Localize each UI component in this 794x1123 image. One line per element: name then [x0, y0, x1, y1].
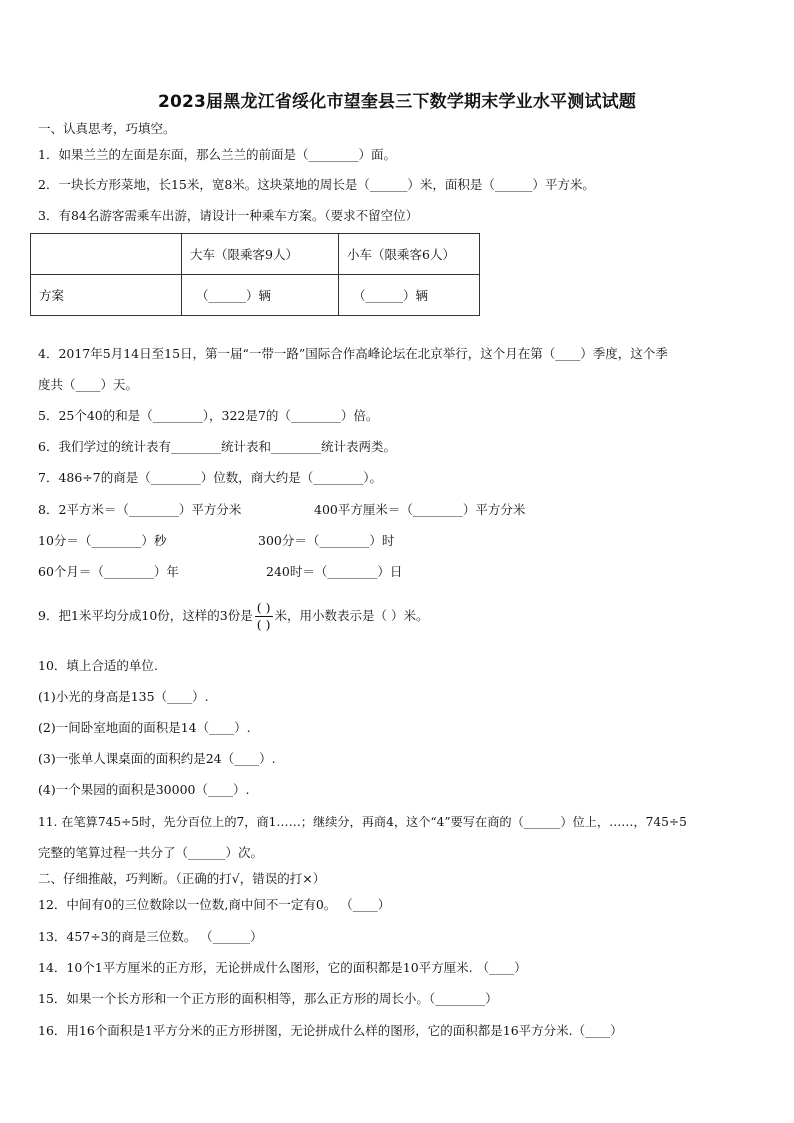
- small-bus-count-blank: （______）辆: [339, 275, 480, 316]
- question-10: 10．填上合适的单位.: [38, 658, 158, 673]
- question-16: 16．用16个面积是1平方分米的正方形拼图，无论拼成什么样的图形，它的面积都是16平方分米.（____）: [38, 1023, 623, 1038]
- question-9: [38, 599, 428, 633]
- question-8-item: 400平方厘米＝（________）平方分米: [314, 502, 526, 517]
- question-7: 7．486÷7的商是（________）位数，商大约是（________）。: [38, 470, 382, 485]
- section-heading-true-false: 二、仔细推敲，巧判断。（正确的打√，错误的打×）: [38, 871, 326, 886]
- table-cell: [31, 234, 182, 275]
- table-header-row: [31, 234, 480, 275]
- question-8-item: 8．2平方米＝（________）平方分米: [38, 502, 242, 517]
- fraction-denominator: ( ): [256, 617, 271, 632]
- question-13: 13．457÷3的商是三位数。 （______）: [38, 929, 263, 944]
- question-8-item: 240时＝（________）日: [266, 564, 403, 579]
- page-title: 2023届黑龙江省绥化市望奎县三下数学期末学业水平测试试题: [157, 92, 637, 112]
- table-header-big-bus: 大车（限乘客9人）: [182, 234, 339, 275]
- fraction-numerator: ( ): [256, 600, 271, 615]
- question-8-item: 10分＝（________）秒: [38, 533, 167, 548]
- question-9-text-end: 米，用小数表示是（ ）米。: [274, 608, 429, 623]
- question-5: 5．25个40的和是（________），322是7的（________）倍。: [38, 408, 379, 423]
- fraction-blank: [255, 600, 273, 633]
- bus-plan-table: [30, 233, 480, 316]
- table-header-small-bus: 小车（限乘客6人）: [339, 234, 480, 275]
- question-9-text: 9．把1米平均分成10份，这样的3份是: [38, 608, 253, 623]
- question-4-line-1: 4．2017年5月14日至15日，第一届“一带一路”国际合作高峰论坛在北京举行，这个月在第（____）季度，这个季: [38, 346, 668, 361]
- question-10-2: (2)一间卧室地面的面积是14（____）.: [38, 720, 251, 735]
- question-4-line-2: 度共（____）天。: [38, 377, 139, 392]
- section-heading-fill-blanks: 一、认真思考，巧填空。: [38, 121, 176, 136]
- question-10-4: (4)一个果园的面积是30000（____）.: [38, 782, 250, 797]
- question-8-item: 60个月＝（________）年: [38, 564, 179, 579]
- question-1: 1．如果兰兰的左面是东面，那么兰兰的前面是（________）面。: [38, 147, 396, 162]
- question-8-item: 300分＝（________）时: [258, 533, 395, 548]
- question-15: 15．如果一个长方形和一个正方形的面积相等，那么正方形的周长小。（________）: [38, 991, 498, 1006]
- question-11-line-1: 11. 在笔算745÷5时，先分百位上的7，商1……；继续分，再商4，这个“4”要写在商的（______）位上，……，745÷5: [38, 815, 687, 829]
- question-10-1: (1)小光的身高是135（____）.: [38, 689, 209, 704]
- question-12: 12．中间有0的三位数除以一位数,商中间不一定有0。 （____）: [38, 897, 391, 912]
- big-bus-count-blank: （______）辆: [182, 275, 339, 316]
- question-14: 14．10个1平方厘米的正方形，无论拼成什么图形，它的面积都是10平方厘米. （____）: [38, 960, 527, 975]
- table-row-label: 方案: [31, 275, 182, 316]
- question-6: 6．我们学过的统计表有________统计表和________统计表两类。: [38, 439, 396, 454]
- question-3: 3．有84名游客需乘车出游，请设计一种乘车方案。（要求不留空位）: [38, 208, 419, 223]
- question-11-line-2: 完整的笔算过程一共分了（______）次。: [38, 845, 264, 860]
- question-2: 2．一块长方形菜地，长15米，宽8米。这块菜地的周长是（______）米，面积是（______）平方米。: [38, 177, 595, 192]
- table-row: [31, 275, 480, 316]
- question-10-3: (3)一张单人课桌面的面积约是24（____）.: [38, 751, 276, 766]
